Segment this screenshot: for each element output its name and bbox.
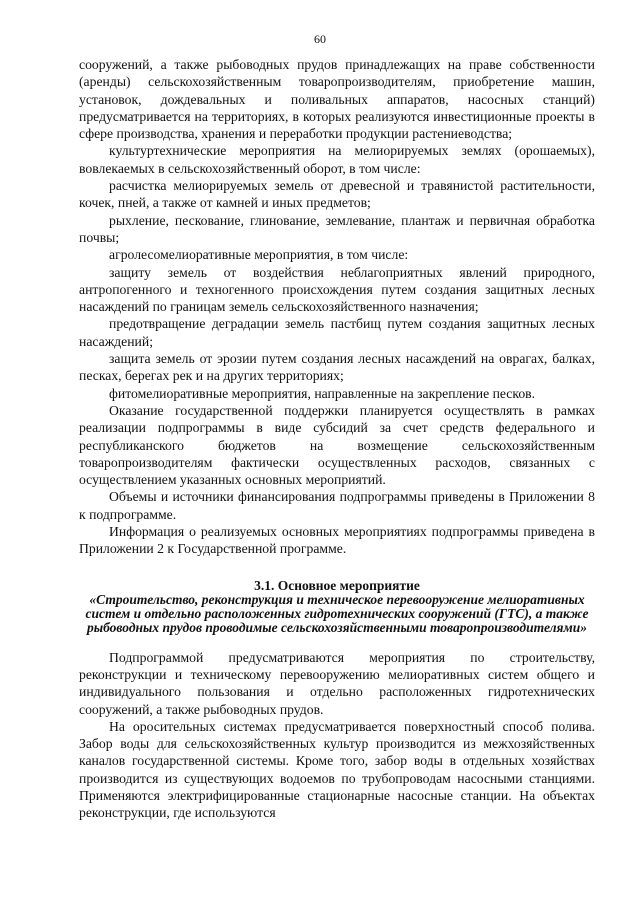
page-number: 60 [314,32,326,46]
paragraph: защиту земель от воздействия неблагоприятных явлений природного, антропогенного и техногенного происхождения путем создания защитных лесных насаждений по границам земель сельскохозяйственного назначения; [79,264,595,315]
paragraph: защита земель от эрозии путем создания лесных насаждений на оврагах, балках, песках, берегах рек и на других территориях; [79,351,595,384]
paragraph: На оросительных системах предусматривается поверхностный способ полива. Забор воды для сельскохозяйственных культур производится из межхозяйственных каналов государственной системы. Кроме того, забор воды в отдельных хозяйствах производится из существующих водоемов по трубопроводам насосными станциями. Применяются электрифицированные стационарные насосные станции. На объектах реконструкции, где используются [79,718,595,821]
paragraph: Подпрограммой предусматриваются мероприятия по строительству, реконструкции и техническому перевооружению мелиоративных систем общего и индивидуального пользования и отдельно расположенных гидротехнических сооружений, а также рыбоводных прудов. [79,649,595,717]
section-heading-title: «Строительство, реконструкция и техническое перевооружение мелиоративных систем и отдельно расположенных гидротехнических сооружений (ГТС), а также рыбоводных прудов проводимые сельскохозяйственными товаропроизводителями» [85,591,589,635]
paragraphs-bottom [79,649,595,822]
paragraph: Оказание государственной поддержки планируется осуществлять в рамках реализации подпрограммы в виде субсидий за счет средств федерального и республиканского бюджетов на возмещение сельскохозяйственным товаропроизводителям фактически осуществленных расходов, связанных с осуществлением указанных основных мероприятий. [79,402,595,488]
paragraph: расчистка мелиорируемых земель от древесной и травянистой растительности, кочек, пней, а также от камней и иных предметов; [79,178,595,211]
section-heading-number: 3.1. Основное мероприятие [254,577,420,593]
paragraph: Объемы и источники финансирования подпрограммы приведены в Приложении 8 к подпрограмме. [79,489,595,522]
section-heading [79,579,595,635]
paragraphs-top [79,56,595,558]
paragraph: агролесомелиоративные мероприятия, в том числе: [109,247,409,263]
paragraph: рыхление, пескование, глинование, землевание, плантаж и первичная обработка почвы; [79,212,595,245]
paragraph: Информация о реализуемых основных мероприятиях подпрограммы приведена в Приложении 2 к Государственной программе. [79,524,595,557]
document-body [79,56,595,822]
paragraph: сооружений, а также рыбоводных прудов принадлежащих на праве собственности (аренды) сельскохозяйственным товаропроизводителям, приобретение машин, установок, дождевальных и поливальных аппаратов, насосных станций) предусматривается на территориях, в которых реализуются инвестиционные проекты в сфере производства, хранения и переработки продукции растениеводства; [79,57,595,142]
paragraph: фитомелиоративные мероприятия, направленные на закрепление песков. [109,385,536,401]
paragraph: предотвращение деградации земель пастбищ путем создания защитных лесных насаждений; [79,316,595,349]
paragraph: культуртехнические мероприятия на мелиорируемых землях (орошаемых), вовлекаемых в сельскохозяйственный оборот, в том числе: [79,143,595,176]
